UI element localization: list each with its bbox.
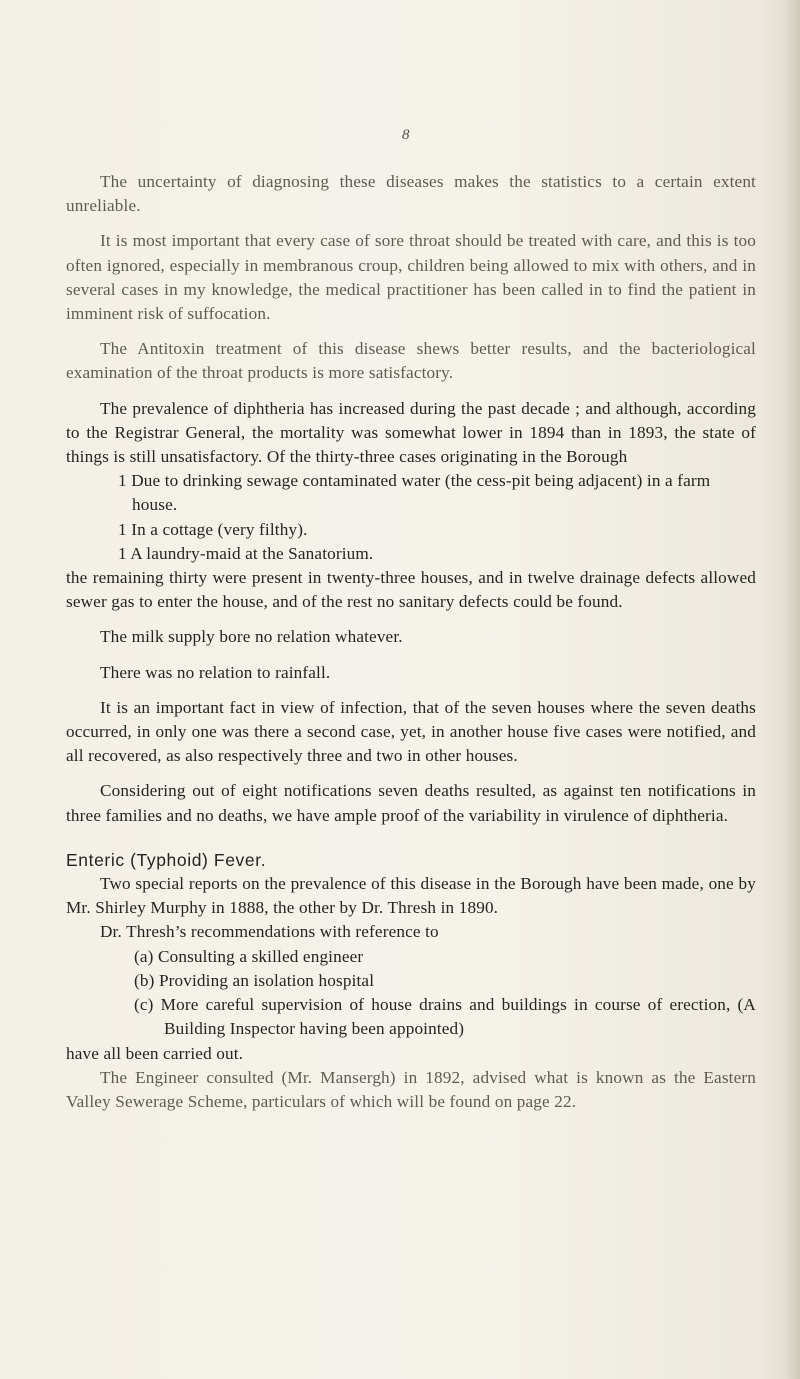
- paragraph-rainfall: There was no relation to rainfall.: [100, 662, 331, 682]
- paragraph-engineer: The Engineer consulted (Mr. Mansergh) in 1892, advised what is known as the Eastern Valley Sewerage Scheme, particulars of which will be found on page 22.: [66, 1067, 756, 1111]
- paragraph-thresh-recommendations: Dr. Thresh’s recommendations with reference to: [100, 922, 439, 942]
- paragraph-antitoxin: The Antitoxin treatment of this disease shews better results, and the bacteriological examination of the throat products is more satisfactory.: [66, 339, 756, 383]
- paragraph-sore-throat: It is most important that every case of sore throat should be treated with care, and this is too often ignored, especially in membranous croup, children being allowed to mix with others, and in several cases in my knowledge, the medical practitioner has been called in to find the patient in imminent risk of suffocation.: [66, 231, 756, 324]
- recommendation-item-b: (b) Providing an isolation hospital: [134, 970, 375, 990]
- body-text: [66, 170, 756, 1114]
- paragraph-infection: It is an important fact in view of infection, that of the seven houses where the seven deaths occurred, in only one was there a second case, yet, in another house five cases were notified, and all recovered, as also respectively three and two in other houses.: [66, 697, 756, 766]
- paragraph-special-reports: Two special reports on the prevalence of this disease in the Borough have been made, one by Mr. Shirley Murphy in 1888, the other by Dr. Thresh in 1890.: [66, 874, 756, 918]
- page-edge-shadow: [786, 0, 800, 1379]
- page-number: 8: [402, 127, 410, 143]
- case-item-cottage: 1 In a cottage (very filthy).: [118, 519, 308, 539]
- recommendation-item-a: (a) Consulting a skilled engineer: [134, 946, 364, 966]
- case-item-farm-house: 1 Due to drinking sewage contaminated water (the cess-pit being adjacent) in a farm house.: [118, 471, 711, 515]
- paragraph-carried-out: have all been carried out.: [66, 1043, 244, 1063]
- paragraph-notifications: Considering out of eight notifications seven deaths resulted, as against ten notifications in three families and no deaths, we have ample proof of the variability in virulence of diphtheria.: [66, 781, 756, 825]
- case-item-laundry-maid: 1 A laundry-maid at the Sanatorium.: [118, 543, 374, 563]
- section-heading-enteric-fever: Enteric (Typhoid) Fever.: [66, 849, 267, 870]
- paragraph-milk-supply: The milk supply bore no relation whatever.: [100, 627, 403, 647]
- paragraph-remaining-cases: the remaining thirty were present in twenty-three houses, and in twelve drainage defects allowed sewer gas to enter the house, and of the rest no sanitary defects could be found.: [66, 568, 756, 612]
- paragraph-uncertainty: The uncertainty of diagnosing these diseases makes the statistics to a certain extent unreliable.: [66, 172, 756, 216]
- paragraph-diphtheria-prevalence: The prevalence of diphtheria has increased during the past decade ; and although, according to the Registrar General, the mortality was somewhat lower in 1894 than in 1893, the state of things is still unsatisfactory. Of the thirty-three cases originating in the Borough: [66, 398, 756, 467]
- recommendation-item-c: (c) More careful supervision of house drains and buildings in course of erection, (A Building Inspector having been appointed): [134, 995, 756, 1039]
